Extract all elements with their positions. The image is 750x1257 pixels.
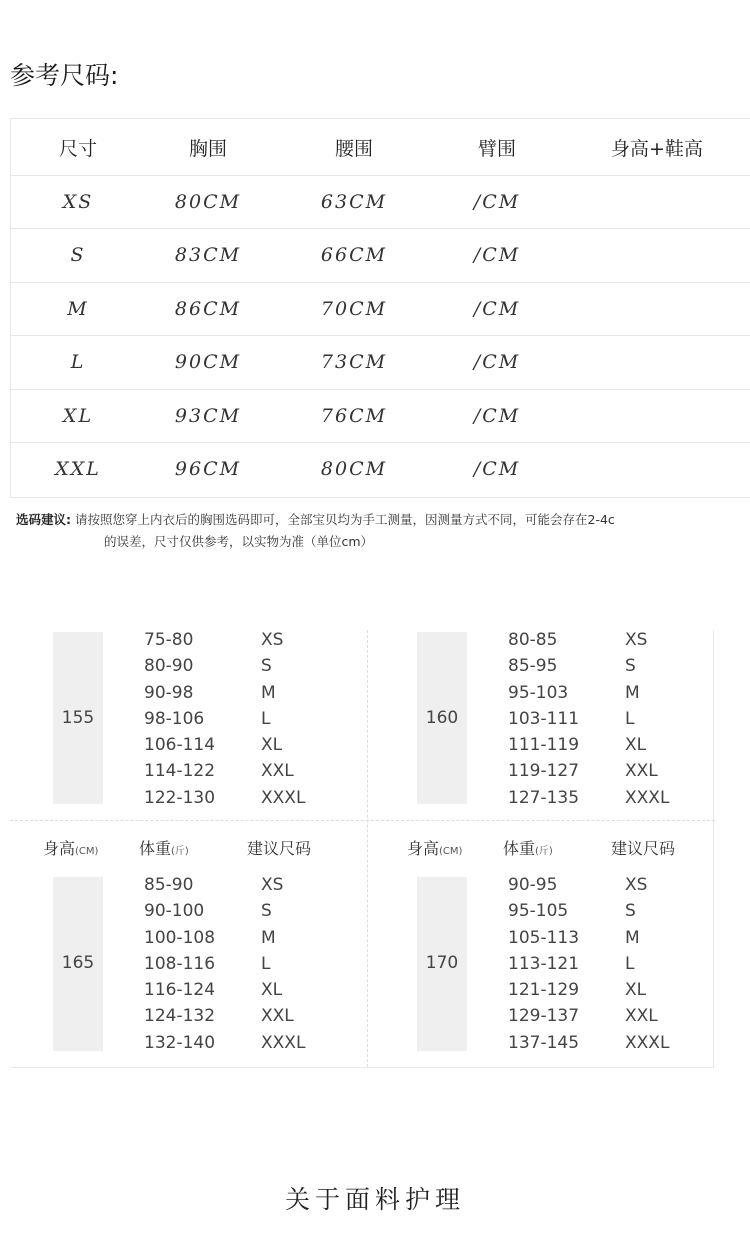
arm-cell: /CM	[473, 404, 521, 427]
size-cell: XS	[62, 190, 94, 213]
weight-header	[503, 836, 553, 859]
weight-range: 90-100	[144, 901, 205, 922]
size-table-header-row	[11, 119, 750, 176]
column-divider	[367, 630, 368, 1067]
weight-range: 114-122	[144, 761, 216, 782]
weight-range: 137-145	[508, 1032, 580, 1053]
weight-range: 121-129	[508, 980, 580, 1001]
weight-unit: (斤)	[535, 846, 553, 857]
size-column	[625, 872, 669, 1056]
weight-range: 124-132	[144, 1006, 216, 1027]
size-column	[261, 627, 305, 811]
suggested-size: XL	[261, 980, 283, 1001]
weight-range: 80-90	[144, 656, 194, 677]
weight-range: 108-116	[144, 953, 216, 974]
height-header	[43, 836, 98, 859]
table-row	[11, 175, 750, 229]
suggested-size: XXXL	[261, 787, 306, 808]
suggested-size: XL	[625, 980, 647, 1001]
size-cell: M	[67, 297, 89, 320]
weight-range: 119-127	[508, 761, 580, 782]
chest-cell: 96CM	[174, 458, 242, 480]
weight-range: 95-105	[508, 901, 569, 922]
suggested-size: XS	[261, 875, 284, 895]
header-waist: 腰围	[334, 137, 373, 160]
weight-range: 103-111	[508, 708, 580, 729]
weight-range: 90-95	[508, 875, 558, 895]
suggested-size: XXL	[261, 761, 294, 782]
waist-cell: 63CM	[320, 190, 388, 213]
chest-cell: 83CM	[174, 244, 242, 266]
suggested-size: XXL	[625, 1006, 658, 1027]
size-cell: L	[70, 351, 86, 373]
height-value: 155	[61, 708, 95, 728]
reference-size-title: 参考尺码:	[10, 61, 119, 90]
waist-cell: 73CM	[320, 351, 388, 373]
suggested-size: S	[261, 901, 272, 922]
weight-range: 106-114	[144, 735, 216, 756]
suggested-size: L	[261, 953, 271, 974]
header-height-shoes: 身高+鞋高	[611, 137, 703, 160]
weight-range: 90-98	[144, 682, 194, 703]
weight-unit: (斤)	[171, 846, 189, 857]
arm-cell: /CM	[473, 190, 521, 213]
suggested-size: L	[625, 953, 635, 974]
weight-column	[508, 872, 579, 1056]
size-cell: S	[70, 244, 86, 266]
waist-cell: 76CM	[320, 404, 388, 427]
weight-range: 95-103	[508, 682, 569, 703]
advice-text-line1: 请按照您穿上内衣后的胸围选码即可，全部宝贝均为手工测量，因测量方式不同，可能会存在2-4c	[74, 512, 615, 527]
weight-range: 105-113	[508, 927, 580, 948]
table-row	[11, 282, 750, 336]
suggested-size: XL	[261, 735, 283, 756]
suggested-size: XXXL	[625, 787, 670, 808]
height-header	[407, 836, 462, 859]
weight-range: 85-95	[508, 656, 558, 677]
weight-column	[508, 627, 579, 811]
height-weight-chart	[10, 630, 714, 1068]
height-header-label: 身高	[43, 839, 76, 858]
suggested-size: XXXL	[261, 1032, 306, 1053]
header-arm: 臂围	[477, 137, 516, 160]
weight-range: 122-130	[144, 787, 216, 808]
suggested-size: M	[261, 927, 276, 948]
size-cell: XXL	[55, 458, 101, 480]
advice-label: 选码建议:	[16, 512, 71, 527]
suggested-size: M	[625, 927, 640, 948]
arm-cell: /CM	[473, 297, 521, 320]
weight-column	[144, 872, 215, 1056]
height-value: 160	[425, 708, 459, 728]
suggested-size: L	[625, 708, 635, 729]
height-header-label: 身高	[407, 839, 440, 858]
suggested-size: S	[261, 656, 272, 677]
weight-range: 129-137	[508, 1006, 580, 1027]
suggested-size: XXL	[625, 761, 658, 782]
chest-cell: 93CM	[174, 404, 242, 427]
header-size: 尺寸	[58, 137, 97, 160]
size-header: 建议尺码	[247, 839, 312, 858]
header-chest: 胸围	[188, 137, 227, 160]
weight-range: 85-90	[144, 875, 194, 895]
size-advice	[16, 509, 750, 553]
size-table	[10, 118, 750, 498]
suggested-size: XS	[625, 875, 648, 895]
weight-range: 100-108	[144, 927, 216, 948]
weight-range: 98-106	[144, 708, 205, 729]
suggested-size: S	[625, 656, 636, 677]
arm-cell: /CM	[473, 351, 521, 373]
waist-cell: 70CM	[320, 297, 388, 320]
chest-cell: 86CM	[174, 297, 242, 320]
table-row	[11, 335, 750, 390]
weight-range: 80-85	[508, 630, 558, 650]
weight-range: 113-121	[508, 953, 580, 974]
weight-range: 75-80	[144, 630, 194, 650]
suggested-size: L	[261, 708, 271, 729]
waist-cell: 80CM	[320, 458, 388, 480]
fabric-care-title: 关于面料护理	[284, 1185, 465, 1214]
suggested-size: XS	[625, 630, 648, 650]
arm-cell: /CM	[473, 458, 521, 480]
weight-header	[139, 836, 189, 859]
waist-cell: 66CM	[320, 244, 388, 266]
weight-column	[144, 627, 215, 811]
size-header: 建议尺码	[611, 839, 676, 858]
weight-range: 116-124	[144, 980, 216, 1001]
height-unit: (CM)	[439, 846, 463, 857]
suggested-size: M	[261, 682, 276, 703]
suggested-size: XS	[261, 630, 284, 650]
weight-header-label: 体重	[139, 839, 172, 858]
suggested-size: M	[625, 682, 640, 703]
height-value: 170	[425, 953, 459, 973]
weight-range: 111-119	[508, 735, 580, 756]
suggested-size: XXXL	[625, 1032, 670, 1053]
size-cell: XL	[62, 404, 94, 427]
weight-range: 127-135	[508, 787, 580, 808]
suggested-size: S	[625, 901, 636, 922]
advice-text-line2: 的误差，尺寸仅供参考，以实物为准（单位cm）	[104, 534, 374, 549]
chest-cell: 90CM	[174, 351, 242, 373]
weight-header-label: 体重	[503, 839, 536, 858]
table-row	[11, 228, 750, 283]
arm-cell: /CM	[473, 244, 521, 266]
weight-range: 132-140	[144, 1032, 216, 1053]
suggested-size: XL	[625, 735, 647, 756]
size-column	[625, 627, 669, 811]
table-row	[11, 442, 750, 496]
size-column	[261, 872, 305, 1056]
chest-cell: 80CM	[174, 190, 242, 213]
suggested-size: XXL	[261, 1006, 294, 1027]
height-unit: (CM)	[75, 846, 99, 857]
height-value: 165	[61, 953, 95, 973]
table-row	[11, 389, 750, 443]
row-divider	[10, 820, 715, 821]
